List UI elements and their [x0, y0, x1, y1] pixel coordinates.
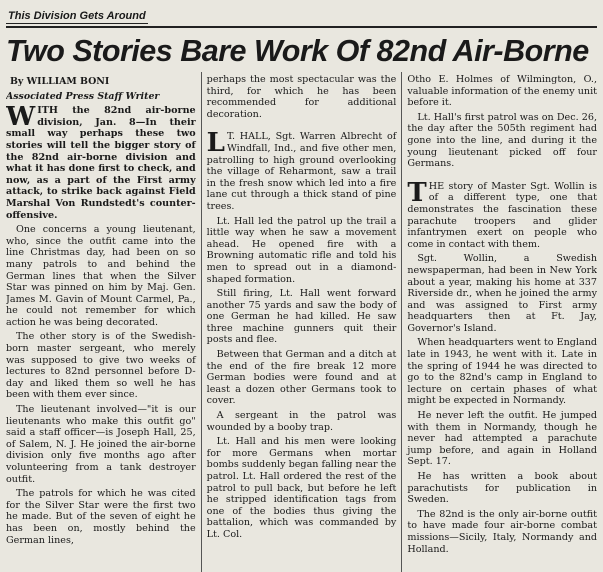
paragraph: The 82nd is the only air-borne outfit to have made four air-borne combat missions—Sicily, Italy, Normandy and Holland.	[407, 508, 598, 555]
paragraph: The other story is of the Swedish-born master sergeant, who merely was supposed to give two weeks of lectures to 82nd personnel before D-day and liked them so well he has been with them ever since.	[6, 331, 196, 401]
paragraph: Lt. Hall led the patrol up the trail a little way when he saw a movement ahead. He opened fire with a Browning automatic rifle and told his men to spread out in a diamond-shaped formation.	[206, 215, 397, 285]
paragraph: He never left the outfit. He jumped with them in Normandy, though he never had attempted a parachute jump before, and again in Holland Sept. 17.	[407, 410, 598, 468]
paragraph: The lieutenant involved—"it is our lieutenants who make this outfit go" said a staff officer—is Joseph Hall, 25, of Salem, N. J. He joined the air-borne division only five months ago after volunteering from a tank destroyer outfit.	[6, 404, 196, 485]
paragraph: Otho E. Holmes of Wilmington, O., valuable information of the enemy unit before it.	[407, 74, 598, 109]
section-break	[407, 173, 597, 181]
byline-affiliation: Associated Press Staff Writer	[6, 90, 160, 102]
drop-cap: T	[407, 177, 427, 208]
paragraph: Still firing, Lt. Hall went forward another 75 yards and saw the body of one German he had killed. He saw three machine gunners quit their posts and flee.	[206, 288, 397, 346]
paragraph: The patrols for which he was cited for the Silver Star were the first two he made. But of the seven of eight he has been on, mostly behind the German lines,	[6, 488, 196, 546]
paragraph: Between that German and a ditch at the end of the fire break 12 more German bodies were found and at least a dozen other Germans took to cover.	[206, 349, 397, 407]
paragraph: He has written a book about parachutists for publication in Sweden.	[407, 471, 598, 506]
column-2	[201, 72, 402, 572]
paragraph: Sgt. Wollin, a Swedish newspaperman, had been in New York about a year, making his home at 337 Riverside dr., when he joined the army and was assigned to First army headquarters then at Ft. Jay, Governor's Island.	[407, 253, 598, 334]
lead-text: ITH the 82nd air-borne division, Jan. 8—In their small way perhaps these two stories will tell the bigger story of the 82nd air-borne division and what it has done first to check, and now, as a part of the First army attack, to strike back against Field Marshal Von Rundstedt's counter-offensive.	[6, 105, 196, 221]
section-label: This Division Gets Around	[8, 10, 146, 22]
headline: Two Stories Bare Work Of 82nd Air-Borne	[6, 34, 589, 68]
paragraph: perhaps the most spectacular was the third, for which he has been recommended for additional decoration.	[206, 74, 397, 120]
drop-cap: L	[206, 128, 225, 159]
column-1	[6, 72, 201, 572]
lead-paragraph	[6, 102, 196, 221]
paragraph: One concerns a young lieutenant, who, since the outfit came into the line Christmas day, had been on so many patrols to and behind the German lines that when the Silver Star was pinned on him by Maj. Gen. James M. Gavin of Mount Carmel, Pa., he could not remember for which action he was being decorated.	[6, 224, 196, 328]
paragraph	[407, 177, 598, 251]
header-rule	[6, 26, 597, 28]
column-3	[401, 72, 597, 572]
drop-cap: W	[6, 102, 36, 133]
paragraph-text: HE story of Master Sgt. Wollin is of a different type, one that demonstrates the fascination these parachute troopers and glider infantrymen exert on people who come in contact with them.	[407, 180, 598, 250]
paragraph-text: T. HALL, Sgt. Warren Albrecht of Windfall, Ind., and five other men, patrolling to high ground overlooking the village of Reharmont, saw a trail in the fresh snow which led into a fire lane cut through a thick stand of pine trees.	[206, 131, 397, 212]
paragraph: Lt. Hall and his men were looking for more Germans when mortar bombs suddenly began falling near the patrol. Lt. Hall ordered the rest of the patrol to pull back, but before he left he stripped identification tags from one of the bodies thus giving the battalion, which was commanded by Lt. Col.	[206, 436, 397, 540]
article-columns	[6, 72, 597, 572]
paragraph: Lt. Hall's first patrol was on Dec. 26, the day after the 505th regiment had gone into the line, and during it the young lieutenant picked off four Germans.	[407, 111, 598, 170]
paragraph	[206, 128, 397, 212]
paragraph: When headquarters went to England late in 1943, he went with it. Late in the spring of 1944 he was directed to go to the 82nd's camp in England to lecture on certain phases of what might be expected in Normandy.	[407, 337, 598, 407]
paragraph: A sergeant in the patrol was wounded by a booby trap.	[206, 410, 397, 433]
byline-author: By WILLIAM BONI	[10, 76, 110, 87]
